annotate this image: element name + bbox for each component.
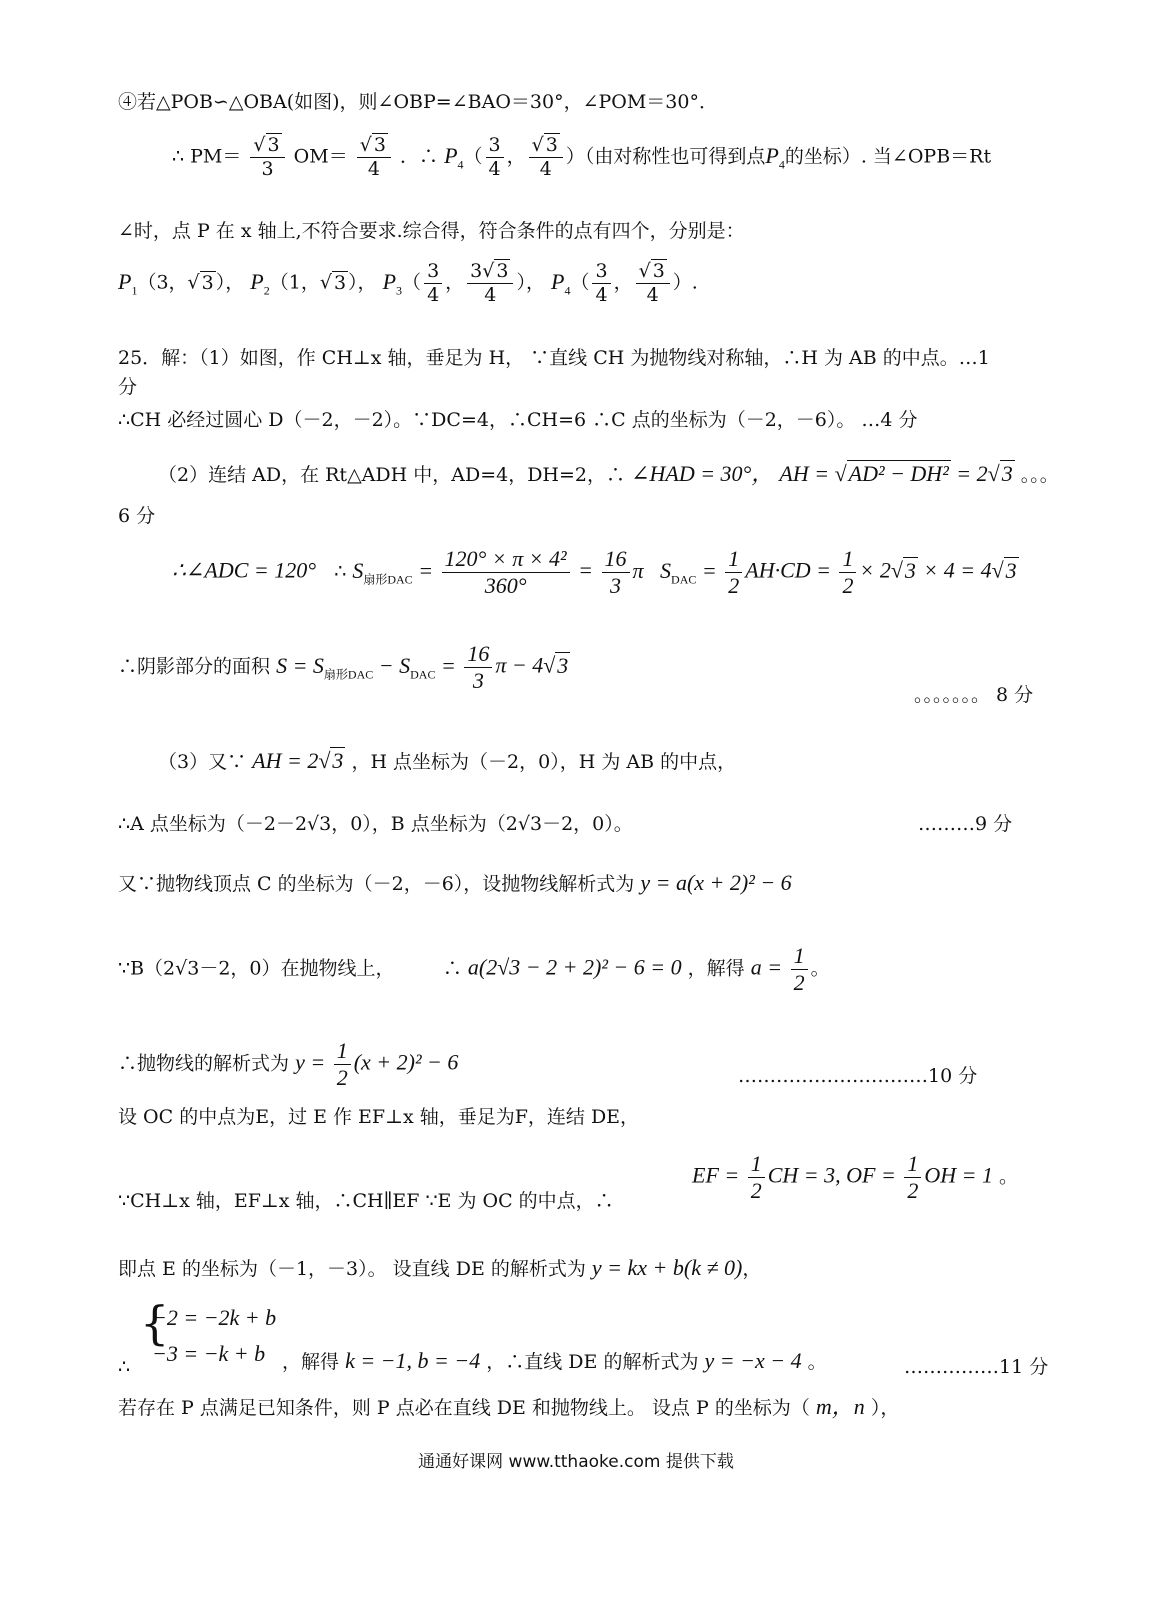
text-line: 6 分 — [118, 505, 156, 527]
text: ．∴ — [400, 145, 439, 168]
formula: EF = $\frac{1}{2}$ CH = 3, OF = $\frac{1}{2}$ OH = 1 。 — [692, 1151, 1019, 1203]
math: y = −x − 4 — [704, 1348, 802, 1373]
text: ∴抛物线的解析式为 — [118, 1052, 290, 1075]
formula-line — [118, 1396, 899, 1418]
text-line: 25．解：（1）如图，作 CH⊥x 轴，垂足为 H， ∵直线 CH 为抛物线对称轴，∴H 为 AB 的中点。…1 — [118, 347, 990, 369]
text: ∴ PM＝ — [172, 145, 242, 168]
formula-line: ∴阴影部分的面积 $S = S_{扇形DAC} - S_{DAC}$ = $\frac{16}{3}$ π − 4√3 — [118, 641, 569, 693]
text: ，解得 — [687, 957, 745, 980]
fraction: $\frac{√ 3}{3}$ — [250, 136, 284, 179]
math: ∠HAD = 30°， — [631, 461, 774, 486]
text: （2）连结 AD，在 Rt△ADH 中，AD=4，DH=2，∴ — [158, 464, 626, 486]
text: 若存在 P 点满足已知条件，则 P 点必在直线 DE 和抛物线上。 设点 P 的坐标为（ — [118, 1397, 810, 1419]
text: （3）又∵ — [158, 751, 247, 773]
text: 即点 E 的坐标为（－1，－3）。 设直线 DE 的解析式为 — [118, 1258, 586, 1280]
text: 。 — [810, 957, 830, 980]
text-line: ∴A 点坐标为（－2－2√3，0），B 点坐标为（2√3－2，0）。 — [118, 813, 633, 835]
formula-line: ∵B（2√3－2，0）在抛物线上， ∴ a(2√3 − 2 + 2)² − 6 = 0 ，解得 a = $\frac{1}{2}$ 。 — [118, 943, 830, 995]
text-line: ∵CH⊥x 轴，EF⊥x 轴，∴CH∥EF ∵E 为 OC 的中点，∴ — [118, 1190, 614, 1212]
text-line: ∴CH 必经过圆心 D（－2，－2）。∵DC=4，∴CH=6 ∴C 点的坐标为（－2，－6）。 …4 分 — [118, 409, 918, 431]
text: 的坐标）. 当∠OPB＝Rt — [784, 145, 992, 168]
math: k = −1, b = −4 — [345, 1348, 481, 1373]
text: ∴ — [442, 957, 462, 980]
text: ，解得 — [282, 1351, 340, 1373]
text-line: ④若△POB∽△OBA(如图)，则∠OBP=∠BAO＝30°，∠POM＝30°． — [118, 91, 718, 113]
text: ∵B（2√3－2，0）在抛物线上， — [118, 957, 395, 980]
score: ……………11 分 — [904, 1356, 1049, 1378]
text: （由对称性也可得到点 — [584, 145, 766, 168]
text: ）， — [870, 1397, 900, 1419]
text: ， — [742, 1258, 762, 1280]
formula-line: ∴∠ADC = 120° ∴ $S_{扇形DAC}$ = $\frac{\text{120° × π × 4²}}{360^\circ}$ = $\frac{16}{3}$ π $S_{DAC}$ = $\frac{1}{2}$ AH·CD = $\frac{1}{2}$ × 2√3 × 4 = 4√3 — [172, 546, 1017, 598]
equation: −2 = −2k + b — [152, 1305, 277, 1330]
footer: 通通好课网 www.tthaoke.com 提供下载 — [418, 1452, 734, 1472]
text: ，H 点坐标为（－2，0），H 为 AB 的中点， — [351, 751, 737, 773]
text: ∴阴影部分的面积 — [118, 655, 271, 678]
formula-line: ∴ PM＝ $\frac{√ 3}{3}$ OM＝ $\frac{√ 3}{4}$ ．∴ $P_4$（ $\frac{3}{4}$ ， $\frac{√ 3}{4}$ ）（由对称性也可得到点$P_4$的坐标）. 当∠OPB＝Rt — [172, 134, 992, 180]
math: y = a(x + 2)² − 6 — [640, 870, 792, 895]
equation: −3 = −k + b — [152, 1341, 266, 1366]
math: a(2√3 − 2 + 2)² − 6 = 0 — [467, 954, 682, 980]
math: ∴∠ADC = 120° — [172, 557, 317, 583]
formula-line — [282, 1350, 827, 1372]
text: 。。。 — [1020, 464, 1059, 486]
formula-line — [118, 1257, 761, 1279]
formula-line: （3）又∵ AH = 2√3 ，H 点坐标为（－2，0），H 为 AB 的中点， — [158, 748, 737, 773]
score: …………………………10 分 — [738, 1065, 978, 1087]
points-line: $P_1(3$，√ 3 ）， $P_2(1$，√ 3 ）， $P_3$（ $\frac{3}{4}$ ， $\frac{3√ 3}{4}$ ）， $P_4$（ $\frac{3}{4}$ ， $\frac{√ 3}{4}$ ）. — [118, 260, 698, 306]
text: ∴ — [334, 560, 347, 583]
formula-line — [118, 872, 792, 894]
text: ∴ — [118, 1356, 131, 1378]
formula-line: ∴抛物线的解析式为 y = $\frac{1}{2}$ (x + 2)² − 6 — [118, 1038, 459, 1090]
text: 又∵抛物线顶点 C 的坐标为（－2，－6），设抛物线解析式为 — [118, 873, 635, 895]
score: ………9 分 — [918, 813, 1013, 835]
fraction: $\frac{√ 3}{4}$ — [357, 136, 391, 179]
text-line: ∠时，点 P 在 x 轴上,不符合要求.综合得，符合条件的点有四个，分别是： — [118, 220, 745, 242]
score: 。。。。。。。 8 分 — [914, 684, 1034, 706]
text: 。 — [807, 1351, 827, 1373]
text: 。 — [999, 1165, 1019, 1188]
math: y = kx + b(k ≠ 0) — [591, 1255, 743, 1280]
math: m，n — [815, 1394, 865, 1419]
system-brace: { — [140, 1296, 170, 1350]
text-line: 设 OC 的中点为E，过 E 作 EF⊥x 轴，垂足为F，连结 DE， — [118, 1106, 640, 1128]
text: OM＝ — [293, 145, 348, 168]
text-line: 分 — [118, 376, 138, 398]
text-line — [118, 1358, 130, 1377]
text: ，∴直线 DE 的解析式为 — [486, 1351, 699, 1373]
formula-line: （2）连结 AD，在 Rt△ADH 中，AD=4，DH=2，∴ ∠HAD = 30°， AH = √AD² − DH² = 2√3 。。。 — [158, 461, 1059, 486]
